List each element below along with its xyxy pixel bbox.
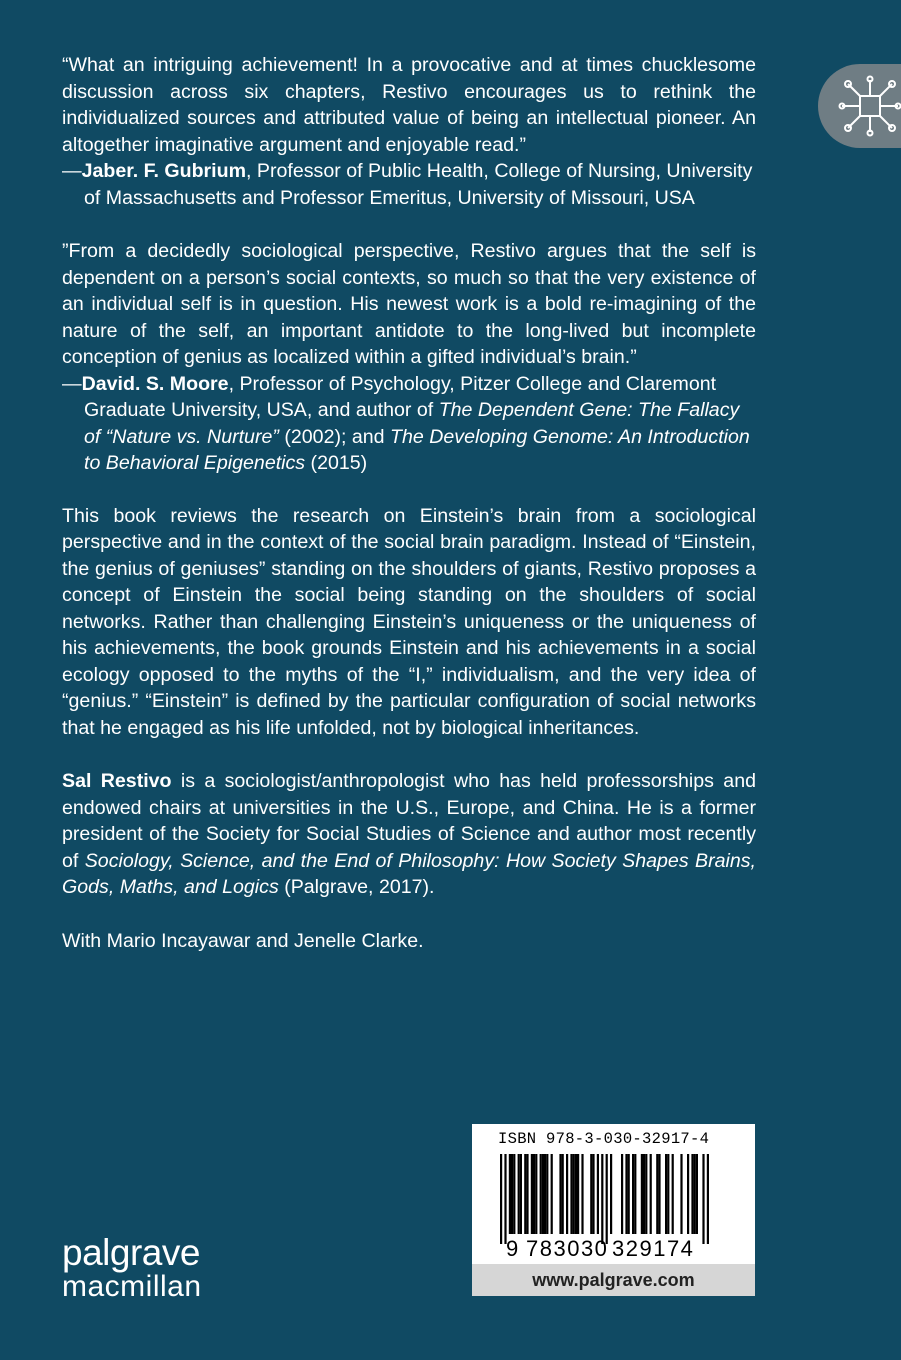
barcode-bar: [694, 1154, 696, 1234]
barcode-bars: [500, 1154, 730, 1244]
barcode-bar: [696, 1154, 698, 1234]
barcode-bar: [500, 1154, 502, 1244]
barcode-bar: [645, 1154, 647, 1234]
coauthors-line: With Mario Incayawar and Jenelle Clarke.: [62, 929, 424, 952]
barcode-bar: [665, 1154, 667, 1234]
barcode-bar: [597, 1154, 599, 1234]
barcode-bar: [524, 1154, 526, 1234]
barcode-bar: [511, 1154, 513, 1234]
publisher-name-line2: macmillan: [62, 1270, 202, 1303]
barcode-bar: [566, 1154, 568, 1234]
barcode-group-2: 329174: [612, 1236, 695, 1261]
barcode-bar: [518, 1154, 520, 1234]
barcode-bar: [707, 1154, 709, 1244]
barcode-bar: [606, 1154, 608, 1244]
barcode-bar: [509, 1154, 511, 1234]
barcode-bar: [533, 1154, 535, 1234]
barcode-bar: [667, 1154, 669, 1234]
barcode-bar: [570, 1154, 572, 1234]
barcode-bar: [540, 1154, 542, 1234]
barcode-bar: [520, 1154, 522, 1234]
isbn-label: ISBN 978-3-030-32917-4: [498, 1130, 710, 1148]
barcode-group-1: 783030: [526, 1236, 609, 1261]
endorser-book-1: The Dependent Gene: The Fallacy of “Nature vs. Nurture”: [84, 399, 740, 448]
book-description: This book reviews the research on Einstein’s brain from a sociological perspective and in the context of the social brain paradigm. Instead of “Einstein, the genius of geniuses” standing on the shoulders of giants, Restivo proposes a concept of Einstein the social being standing on the shoulders of social networks. Rather than challenging Einstein’s uniqueness or the uniqueness of his achievements, the book grounds Einstein and his achievements in a social ecology opposed to the myths of the “I,” individualism, and the very idea of “genius.” “Einstein” is defined by the particular configuration of social networks that he engaged as his life unfolded, not by biological inheritances.: [62, 504, 756, 739]
barcode-bar: [601, 1154, 603, 1244]
publisher-url: www.palgrave.com: [472, 1264, 755, 1296]
palgrave-network-icon: [838, 74, 901, 138]
endorser-name-1: Jaber. F. Gubrium: [81, 160, 247, 182]
barcode-bar: [577, 1154, 579, 1234]
endorser-name-2: David. S. Moore: [81, 372, 229, 395]
barcode-bar: [634, 1154, 636, 1234]
barcode-bar: [535, 1154, 537, 1234]
barcode-bar: [691, 1154, 693, 1234]
barcode-bar: [650, 1154, 652, 1234]
barcode-bar: [542, 1154, 544, 1234]
barcode-bar: [687, 1154, 689, 1234]
barcode-bar: [544, 1154, 546, 1234]
barcode-bar: [658, 1154, 660, 1234]
barcode-bar: [621, 1154, 623, 1234]
barcode-bar: [573, 1154, 575, 1234]
barcode-bar: [531, 1154, 533, 1234]
barcode-bar: [680, 1154, 682, 1234]
barcode-bar: [592, 1154, 594, 1234]
barcode-bar: [504, 1154, 506, 1244]
barcode-bar: [643, 1154, 645, 1234]
publisher-logo: [62, 1234, 202, 1302]
barcode-lead-digit: 9: [506, 1236, 519, 1261]
barcode-bar: [559, 1154, 561, 1234]
barcode-bar: [610, 1154, 612, 1234]
barcode-bar: [672, 1154, 674, 1234]
barcode-bar: [656, 1154, 658, 1234]
endorser-book-2: The Developing Genome: An Introduction to Behavioral Epigenetics: [84, 425, 750, 474]
barcode-bar: [632, 1154, 634, 1234]
publisher-emblem: [818, 64, 901, 148]
publisher-name-line1: palgrave: [62, 1232, 200, 1273]
endorsement-quote-1: “What an intriguing achievement! In a provocative and at times chucklesome discussion across six chapters, Restivo encourages us to rethink the individualized sources and attributed value of being an intellectual pioneer. An altogether imaginative argument and enjoyable read.”: [62, 54, 756, 156]
barcode-bar: [513, 1154, 515, 1234]
author-recent-book: Sociology, Science, and the End of Philosophy: How Society Shapes Brains, Gods, Maths, and Logics: [62, 849, 756, 898]
barcode-bar: [581, 1154, 583, 1234]
back-cover-text: [62, 52, 756, 954]
endorsement-attribution-2: —David. S. Moore, Professor of Psychology, Pitzer College and Claremont Graduate University, USA, and author of The Dependent Gene: The Fallacy of “Nature vs. Nurture” (2002); and The Developing Genome: An Introduction to Behavioral Epigenetics (2015): [62, 372, 750, 474]
barcode-bar: [546, 1154, 548, 1234]
barcode-bar: [702, 1154, 704, 1244]
isbn-barcode: [472, 1124, 755, 1264]
endorsement-quote-2: ”From a decidedly sociological perspective, Restivo argues that the self is dependent on a person’s social contexts, so much so that the very existence of an individual self is in question. His newest work is a bold re-imagining of the nature of the self, an important antidote to the long-lived but incomplete conception of genius as localized within a gifted individual’s brain.”: [62, 240, 756, 368]
barcode-bar: [551, 1154, 553, 1234]
barcode-bar: [641, 1154, 643, 1234]
barcode-bar: [628, 1154, 630, 1234]
barcode-bar: [590, 1154, 592, 1234]
barcode-bar: [625, 1154, 627, 1234]
author-bio: Sal Restivo is a sociologist/anthropologist who has held professorships and endowed chairs at universities in the U.S., Europe, and China. He is a former president of the Society for Social Studies of Science and author most recently of Sociology, Science, and the End of Philosophy: How Society Shapes Brains, Gods, Maths, and Logics (Palgrave, 2017).: [62, 770, 756, 898]
barcode-bar: [526, 1154, 528, 1234]
endorsement-attribution-1: —Jaber. F. Gubrium, Professor of Public Health, College of Nursing, University of Massachusetts and Professor Emeritus, University of Missouri, USA: [62, 160, 753, 209]
author-name: Sal Restivo: [62, 770, 172, 792]
barcode-bar: [562, 1154, 564, 1234]
barcode-bar: [575, 1154, 577, 1234]
